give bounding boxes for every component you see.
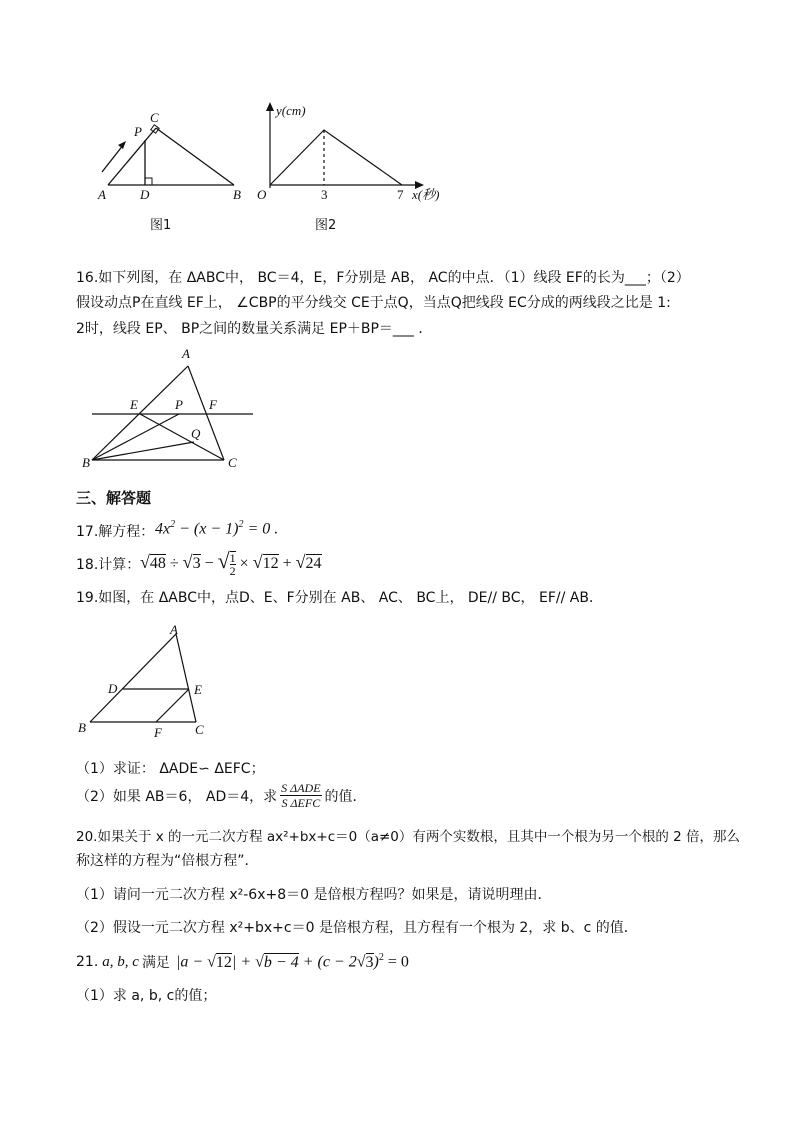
figure-2-graph (250, 98, 460, 210)
q19-label-c: C (195, 722, 204, 737)
q19-part-2-suffix: 的值． (324, 788, 367, 805)
q18-expression: √48 ÷ √3 − √ $\frac{1}{2}$ × √12 + √24 (140, 548, 322, 579)
q21-part-1: （1）求 a, b, c的值； (76, 988, 217, 1004)
fig1-label-d: D (140, 187, 150, 202)
q17-equation: $4x^2 - (x - 1)^2 = 0$ . (155, 519, 279, 538)
q20-line-1: 20.如果关于 x 的一元二次方程 ax²+bx+c＝0（a≠0）有两个实数根，且其中一个根为另一个根的 2 倍，那么 (76, 829, 741, 845)
fig1-label-p: P (134, 124, 142, 139)
q18-label: 18.计算： (76, 557, 141, 573)
fig2-tick-7: 7 (397, 187, 404, 202)
fig1-caption: 图1 (150, 218, 172, 233)
fig1-label-c: C (150, 110, 159, 125)
fig2-y-axis-label: y(cm) (276, 103, 306, 118)
q19-figure (74, 620, 224, 742)
q16-label-b: B (82, 455, 90, 470)
q21-mid-text: 满足 (141, 955, 170, 971)
fig2-x-axis-label: x(秒) (412, 187, 440, 202)
area-ratio-fraction (280, 781, 321, 810)
q16-label-p: P (175, 397, 183, 412)
fig1-label-b: B (233, 187, 241, 202)
motion-arrow (102, 144, 124, 172)
q16-figure (78, 345, 258, 473)
q20-part-1: （1）请问一元二次方程 x²-6x+8＝0 是倍根方程吗？如果是，请说明理由． (76, 887, 552, 903)
q19-label-d: D (108, 681, 118, 696)
q17-label: 17.解方程： (76, 524, 155, 540)
fraction-numerator: S ΔADE (281, 781, 321, 795)
fig2-caption: 图2 (315, 218, 337, 233)
figure-1-triangle (90, 100, 260, 210)
q21-number: 21. (76, 954, 99, 970)
q19-text: 19.如图，在 ΔABC中，点D、E、F分别在 AB、 AC、 BC上， DE// BC， EF// AB． (76, 590, 603, 606)
q16-line-1: 16.如下列图，在 ΔABC中， BC＝4，E，F分别是 AB， AC的中点．（1）线段 EF的长为___；（2） (76, 270, 690, 286)
q19-part-2 (76, 781, 367, 810)
q16-line-3: 2时，线段 EP、 BP之间的数量关系满足 EP＋BP＝___ ． (76, 321, 433, 337)
fig1-label-a: A (98, 187, 106, 202)
fraction-denominator: S ΔEFC (281, 796, 321, 810)
q19-label-a: A (170, 622, 178, 637)
fig2-origin-label: O (257, 187, 267, 202)
section-title: 三、解答题 (76, 489, 152, 507)
q16-label-e: E (130, 397, 138, 412)
q19-part-2-prefix: （2）如果 AB＝6， AD＝4，求 (76, 788, 278, 805)
q16-line-2: 假设动点P在直线 EF上， ∠CBP的平分线交 CE于点Q，当点Q把线段 EC分成的两线段之比是 1: (76, 295, 671, 311)
q16-label-q: Q (191, 426, 201, 441)
q20-part-2: （2）假设一元二次方程 x²+bx+c＝0 是倍根方程，且方程有一个根为 2，求 b、c 的值． (76, 920, 638, 936)
q20-line-2: 称这样的方程为“倍根方程”． (76, 853, 259, 869)
fig2-tick-3: 3 (321, 187, 328, 202)
q19-part-1: （1）求证： ΔADE∽ ΔEFC； (76, 761, 265, 777)
q21-condition: $|a - √12| + √b - 4 + (c - 2√3)^2 = 0$ (175, 952, 409, 971)
q16-label-a: A (182, 346, 190, 361)
q16-label-f: F (209, 397, 217, 412)
q21-vars: a, b, c (102, 953, 139, 970)
q19-label-f: F (154, 725, 162, 740)
q16-label-c: C (228, 455, 237, 470)
q19-label-b: B (78, 720, 86, 735)
q21-line-1 (76, 952, 409, 972)
q19-label-e: E (194, 682, 202, 697)
